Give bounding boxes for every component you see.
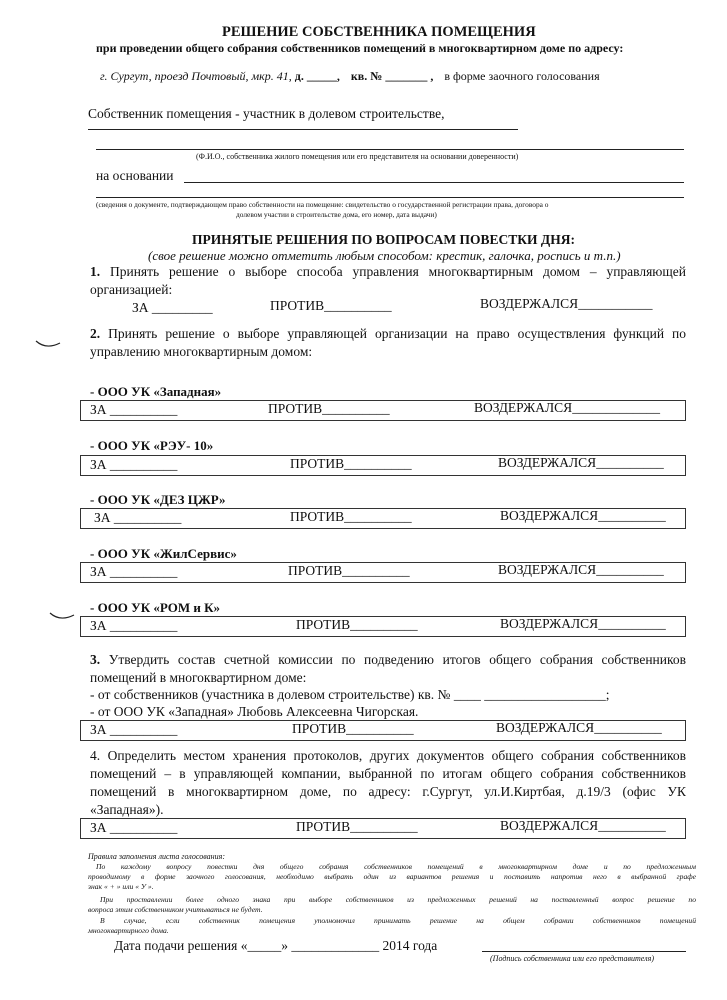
company-dez-label: - ООО УК «ДЕЗ ЦЖР» [90, 492, 226, 507]
q3-text-line3: - от собственников (участника в долевом строительстве) кв. № ____ __________________; [90, 687, 610, 702]
address-line [100, 69, 600, 84]
form-text: в форме заочного голосования [444, 69, 600, 83]
q1-vote-against[interactable]: ПРОТИВ__________ [270, 298, 392, 313]
q4-text-line3: помещений в многоквартирном доме, по адресу: г.Сургут, ул.И.Киртбая, д.19/3 (офис УК [90, 784, 686, 799]
apartment-field[interactable]: кв. № _______ , [350, 69, 434, 83]
document-subtitle: при проведении общего собрания собственников помещений в многоквартирном доме по адресу: [96, 41, 624, 55]
q4-vote-for[interactable]: ЗА __________ [90, 820, 178, 835]
owner-name-line-1[interactable] [88, 129, 518, 130]
signature-caption: (Подпись собственника или его представителя) [490, 954, 655, 963]
basis-caption-2: долевом участии в строительстве дома, его номер, дата выдачи) [236, 210, 437, 219]
company-zapadnaya-vote-for[interactable]: ЗА __________ [90, 402, 178, 417]
q3-text-line1: 3. Утвердить состав счетной комиссии по подведению итогов общего собрания собственников [90, 652, 686, 667]
basis-caption-1: (сведения о документе, подтверждающем право собственности на помещение: свидетельство о государственной регистрации права, договора о [96, 200, 549, 209]
house-field[interactable]: д. _____, [294, 69, 340, 83]
company-zhilservis-label: - ООО УК «ЖилСервис» [90, 546, 237, 561]
q3-text-line2: помещений в многоквартирном доме: [90, 670, 307, 685]
q4-text-line2: помещений – в управляющей компании, выбранной по итогам общего собрания собственников [90, 766, 686, 781]
q3-vote-abstain[interactable]: ВОЗДЕРЖАЛСЯ__________ [496, 720, 662, 735]
company-reu10-vote-against[interactable]: ПРОТИВ__________ [290, 456, 412, 471]
q4-text-line1: 4. Определить местом хранения протоколов, других документов общего собрания собственников [90, 748, 686, 763]
company-zhilservis-vote-for[interactable]: ЗА __________ [90, 564, 178, 579]
company-dez-vote-abstain[interactable]: ВОЗДЕРЖАЛСЯ__________ [500, 508, 666, 523]
company-zapadnaya-vote-abstain[interactable]: ВОЗДЕРЖАЛСЯ_____________ [474, 400, 660, 415]
decisions-hint: (свое решение можно отметить любым способом: крестик, галочка, роспись и т.п.) [148, 248, 621, 263]
rules-p2-line2: вопроса этим собственником учитываться не будет. [88, 905, 263, 914]
q4-vote-against[interactable]: ПРОТИВ__________ [296, 819, 418, 834]
company-zhilservis-vote-abstain[interactable]: ВОЗДЕРЖАЛСЯ__________ [498, 562, 664, 577]
submission-date-field[interactable]: Дата подачи решения «_____» _____________ 2014 года [114, 938, 438, 953]
q4-text-line4: «Западная»). [90, 802, 164, 817]
rules-p3-line1: В случае, если собственник помещения уполномочил принимать решение на общем собрании собственников помещений [100, 916, 696, 925]
rules-p1-line3: знак « + » или « У ». [88, 882, 154, 891]
q2-text-line2: управлению многоквартирным домом: [90, 344, 313, 359]
address-text: г. Сургут, проезд Почтовый, мкр. 41, [100, 69, 292, 83]
rules-p1-line2: проводимому в форме заочного голосования, необходимо выбрать один из вариантов решения и поставить напротив него в выбранной графе [88, 872, 696, 881]
rules-p2-line1: При проставлении более одного знака при выборе собственников из предложенных решений на поставленный вопрос решение по [100, 895, 696, 904]
company-romk-label: - ООО УК «РОМ и К» [90, 600, 221, 615]
fio-caption: (Ф.И.О., собственника жилого помещения или его представителя на основании доверенности) [196, 152, 519, 161]
q1-vote-for[interactable]: ЗА _________ [132, 300, 213, 315]
company-reu10-vote-for[interactable]: ЗА __________ [90, 457, 178, 472]
company-zapadnaya-label: - ООО УК «Западная» [90, 384, 222, 399]
owner-name-line-2[interactable] [96, 149, 684, 150]
company-reu10-label: - ООО УК «РЭУ- 10» [90, 438, 214, 453]
basis-line-1[interactable] [184, 182, 684, 183]
company-reu10-vote-abstain[interactable]: ВОЗДЕРЖАЛСЯ__________ [498, 455, 664, 470]
company-dez-vote-for[interactable]: ЗА __________ [94, 510, 182, 525]
basis-line-2[interactable] [96, 197, 684, 198]
company-zhilservis-vote-against[interactable]: ПРОТИВ__________ [288, 563, 410, 578]
rules-heading: Правила заполнения листа голосования: [88, 852, 225, 861]
company-zapadnaya-vote-against[interactable]: ПРОТИВ__________ [268, 401, 390, 416]
rules-p3-line2: многоквартирного дома. [88, 926, 169, 935]
rules-p1-line1: По каждому вопросу повестки дня общего собрания собственников помещений в многоквартирном доме и по предложенным [96, 862, 696, 871]
company-romk-vote-for[interactable]: ЗА __________ [90, 618, 178, 633]
owner-label: Собственник помещения - участник в долевом строительстве, [88, 106, 445, 121]
q1-text-line2: организацией: [90, 282, 173, 297]
margin-check-mark [48, 610, 78, 624]
decisions-title: ПРИНЯТЫЕ РЕШЕНИЯ ПО ВОПРОСАМ ПОВЕСТКИ ДНЯ: [192, 232, 575, 247]
q1-vote-abstain[interactable]: ВОЗДЕРЖАЛСЯ___________ [480, 296, 653, 311]
company-romk-vote-abstain[interactable]: ВОЗДЕРЖАЛСЯ__________ [500, 616, 666, 631]
signature-line[interactable] [482, 951, 686, 952]
company-dez-vote-against[interactable]: ПРОТИВ__________ [290, 509, 412, 524]
q1-text-line1: 1. Принять решение о выборе способа управления многоквартирным домом – управляющей [90, 264, 686, 279]
document-title: РЕШЕНИЕ СОБСТВЕННИКА ПОМЕЩЕНИЯ [222, 24, 536, 40]
company-romk-vote-against[interactable]: ПРОТИВ__________ [296, 617, 418, 632]
basis-label: на основании [96, 168, 174, 183]
q3-vote-for[interactable]: ЗА __________ [90, 722, 178, 737]
q3-vote-against[interactable]: ПРОТИВ__________ [292, 721, 414, 736]
q2-text-line1: 2. Принять решение о выборе управляющей организации на право осуществления функций по [90, 326, 687, 341]
q3-text-line4: - от ООО УК «Западная» Любовь Алексеевна Чигорская. [90, 704, 419, 719]
margin-check-mark [34, 338, 64, 352]
q4-vote-abstain[interactable]: ВОЗДЕРЖАЛСЯ__________ [500, 818, 666, 833]
